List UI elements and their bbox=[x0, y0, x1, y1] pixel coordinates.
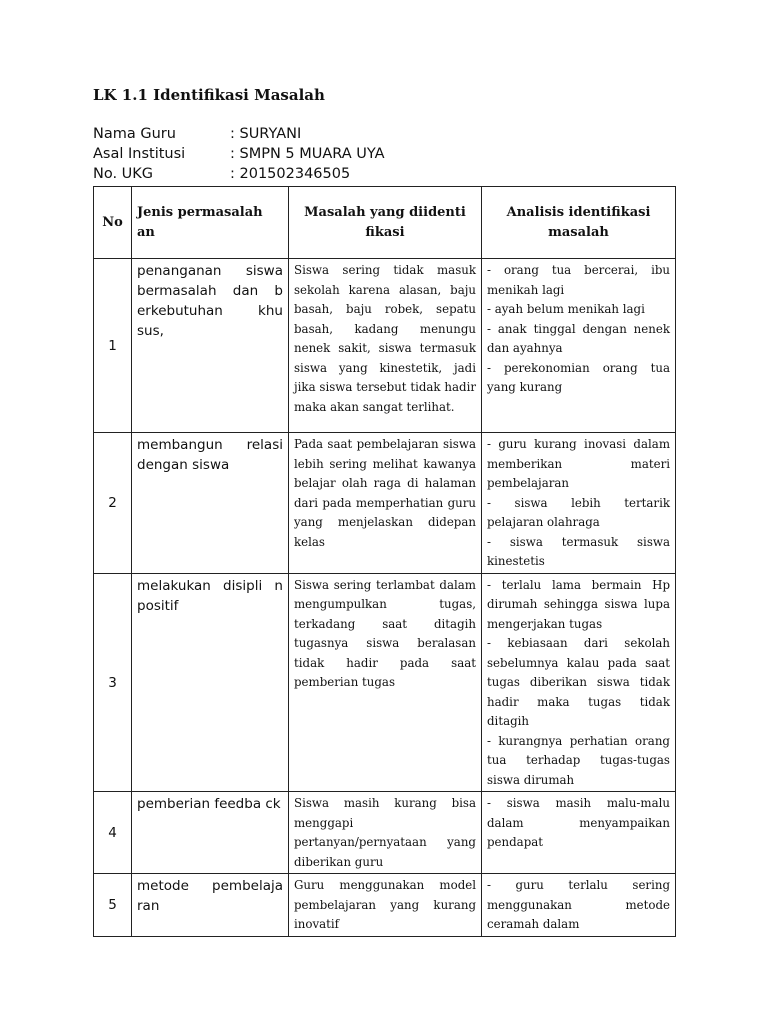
analysis-item: - guru kurang inovasi dalam memberikan materi pembelajaran bbox=[487, 437, 670, 490]
row-jenis: penanganan siswa bermasalah dan b erkebutuhan khu sus, bbox=[132, 259, 289, 433]
institution-row bbox=[93, 144, 385, 164]
row-analisis bbox=[482, 874, 676, 937]
row-number: 5 bbox=[94, 874, 132, 937]
row-number: 2 bbox=[94, 433, 132, 574]
analysis-item: - guru terlalu sering menggunakan metode ceramah dalam bbox=[487, 878, 670, 931]
analysis-item: - orang tua bercerai, ibu menikah lagi bbox=[487, 263, 670, 297]
analysis-item: - terlalu lama bermain Hp dirumah sehingga siswa lupa mengerjakan tugas bbox=[487, 577, 670, 631]
document-title: LK 1.1 Identifikasi Masalah bbox=[93, 86, 325, 104]
table-row bbox=[94, 433, 676, 574]
teacher-info bbox=[93, 124, 385, 184]
row-masalah: Guru menggunakan model pembelajaran yang kurang inovatif bbox=[289, 874, 482, 937]
analysis-item: - siswa lebih tertarik pelajaran olahraga bbox=[487, 495, 670, 529]
row-jenis: metode pembelaja ran bbox=[132, 874, 289, 937]
ukg-value: : 201502346505 bbox=[230, 166, 351, 182]
row-analisis bbox=[482, 573, 676, 792]
analysis-item: - ayah belum menikah lagi bbox=[487, 302, 645, 316]
table-row bbox=[94, 792, 676, 874]
row-analisis bbox=[482, 433, 676, 574]
table-row bbox=[94, 874, 676, 937]
analysis-item: - perekonomian orang tua yang kurang bbox=[487, 360, 670, 394]
row-number: 1 bbox=[94, 259, 132, 433]
analysis-item: - kurangnya perhatian orang tua terhadap tugas-tugas siswa dirumah bbox=[487, 733, 670, 787]
header-masalah: Masalah yang diidenti fikasi bbox=[289, 187, 482, 259]
row-masalah: Siswa sering terlambat dalam mengumpulkan tugas, terkadang saat ditagih tugasnya siswa beralasan tidak hadir pada saat pemberian tugas bbox=[289, 573, 482, 792]
row-analisis bbox=[482, 259, 676, 433]
row-masalah: Pada saat pembelajaran siswa lebih sering melihat kawanya belajar olah raga di halaman dari pada memperhatian guru yang menjelaskan didepan kelas bbox=[289, 433, 482, 574]
table-row bbox=[94, 259, 676, 433]
teacher-name-label: Nama Guru bbox=[93, 126, 176, 142]
row-number: 4 bbox=[94, 792, 132, 874]
header-no: No bbox=[94, 187, 132, 259]
row-jenis: membangun relasi dengan siswa bbox=[132, 433, 289, 574]
table-row bbox=[94, 573, 676, 792]
header-analisis: Analisis identifikasi masalah bbox=[482, 187, 676, 259]
teacher-name-row bbox=[93, 124, 385, 144]
analysis-item: - kebiasaan dari sekolah sebelumnya kalau pada saat tugas diberikan siswa tidak hadir maka tugas tidak ditagih bbox=[487, 636, 670, 728]
row-jenis: pemberian feedba ck bbox=[132, 792, 289, 874]
row-analisis bbox=[482, 792, 676, 874]
ukg-label: No. UKG bbox=[93, 166, 154, 182]
analysis-item: - anak tinggal dengan nenek dan ayahnya bbox=[487, 321, 670, 355]
institution-label: Asal Institusi bbox=[93, 146, 186, 162]
problem-identification-table bbox=[93, 186, 676, 937]
table-header-row bbox=[94, 187, 676, 259]
row-masalah: Siswa sering tidak masuk sekolah karena alasan, baju basah, baju robek, sepatu basah, kadang menungu nenek sakit, siswa termasuk siswa yang kinestetik, jadi jika siswa tersebut tidak hadir maka akan sangat terlihat. bbox=[289, 259, 482, 433]
row-jenis: melakukan disipli n positif bbox=[132, 573, 289, 792]
teacher-name-value: : SURYANI bbox=[230, 126, 302, 142]
analysis-item: - siswa termasuk siswa kinestetis bbox=[487, 534, 670, 568]
ukg-row bbox=[93, 164, 385, 184]
row-masalah: Siswa masih kurang bisa menggapi pertanyan/pernyataan yang diberikan guru bbox=[289, 792, 482, 874]
institution-value: : SMPN 5 MUARA UYA bbox=[230, 146, 385, 162]
row-number: 3 bbox=[94, 573, 132, 792]
analysis-item: - siswa masih malu-malu dalam menyampaikan pendapat bbox=[487, 796, 670, 849]
header-jenis: Jenis permasalah an bbox=[132, 187, 289, 259]
